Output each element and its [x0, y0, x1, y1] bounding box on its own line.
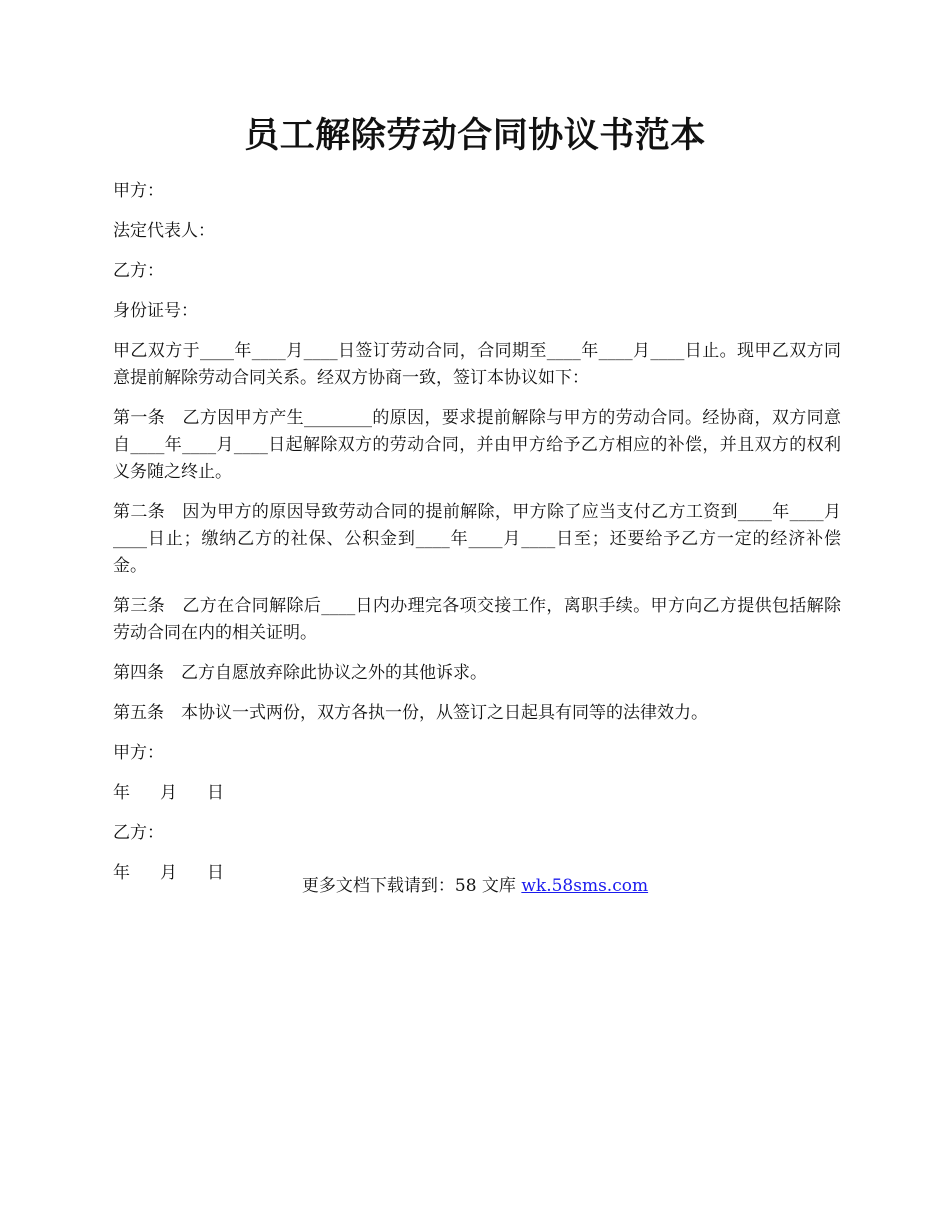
date-year: 年: [113, 783, 130, 803]
download-footer: [0, 873, 950, 900]
article-1: 第一条 乙方因甲方产生________的原因，要求提前解除与甲方的劳动合同。经协商，双方同意自____年____月____日起解除双方的劳动合同，并由甲方给予乙方相应的补偿，并且双方的权利义务随之终止。: [113, 408, 841, 482]
article-4: 第四条 乙方自愿放弃除此协议之外的其他诉求。: [113, 663, 487, 683]
article-3: 第三条 乙方在合同解除后____日内办理完各项交接工作，离职手续。甲方向乙方提供包括解除劳动合同在内的相关证明。: [113, 596, 841, 643]
party-b-signature-label: 乙方：: [113, 823, 164, 843]
document-body: [113, 178, 841, 900]
date-day: 日: [207, 783, 224, 803]
document-title: 员工解除劳动合同协议书范本: [244, 115, 706, 156]
date-year: 年: [113, 863, 130, 883]
footer-link[interactable]: wk.58sms.com: [521, 876, 649, 896]
party-a-signature-label: 甲方：: [113, 743, 164, 763]
legal-representative-label: 法定代表人：: [113, 221, 215, 241]
party-a-date-line: [113, 780, 841, 807]
party-b-label: 乙方：: [113, 261, 164, 281]
date-day: 日: [207, 863, 224, 883]
article-5: 第五条 本协议一式两份，双方各执一份，从签订之日起具有同等的法律效力。: [113, 703, 708, 723]
footer-text: 更多文档下载请到：58 文库: [301, 876, 522, 896]
article-2: 第二条 因为甲方的原因导致劳动合同的提前解除，甲方除了应当支付乙方工资到____年____月____日止；缴纳乙方的社保、公积金到____年____月____日至；还要给予乙方一定的经济补偿金。: [113, 502, 841, 576]
party-a-label: 甲方：: [113, 181, 164, 201]
preamble-paragraph: 甲乙双方于____年____月____日签订劳动合同，合同期至____年____月____日止。现甲乙双方同意提前解除劳动合同关系。经双方协商一致，签订本协议如下：: [113, 341, 841, 388]
date-month: 月: [160, 783, 177, 803]
id-number-label: 身份证号：: [113, 301, 198, 321]
date-month: 月: [160, 863, 177, 883]
